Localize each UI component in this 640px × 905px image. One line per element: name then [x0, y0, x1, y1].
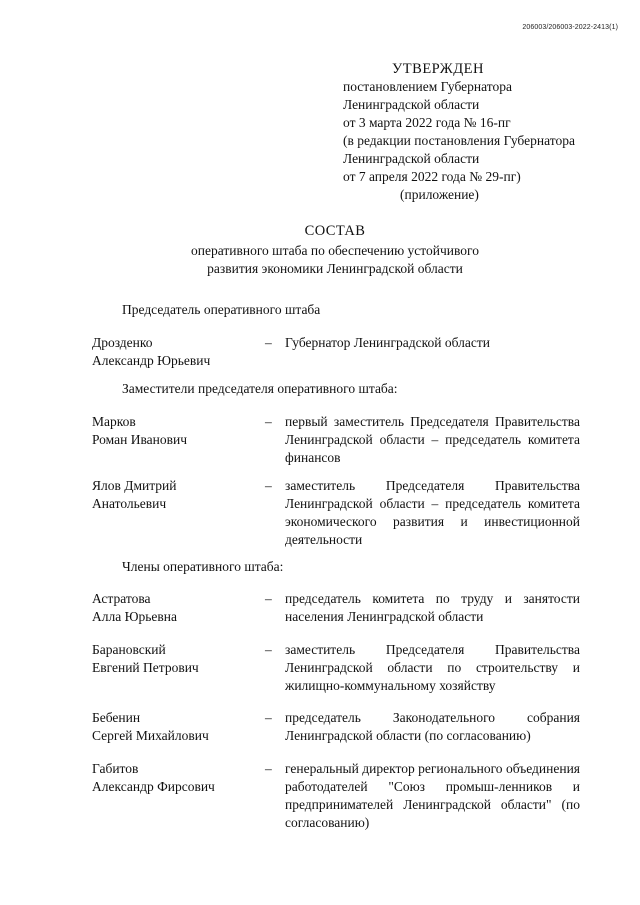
- section-chairman: Председатель оперативного штаба: [122, 302, 321, 317]
- section-deputies: Заместители председателя оперативного штаба:: [122, 381, 398, 396]
- dash-separator: –: [265, 414, 272, 429]
- approval-appendix: (приложение): [400, 187, 479, 202]
- dash-separator: –: [265, 335, 272, 350]
- dash-separator: –: [265, 478, 272, 493]
- document-id: 206003/206003-2022-2413(1): [522, 24, 618, 31]
- approval-line: от 3 марта 2022 года № 16-пг: [343, 115, 511, 130]
- approval-line: постановлением Губернатора: [343, 79, 512, 94]
- member-position: Губернатор Ленинградской области: [285, 335, 490, 350]
- member-position: генеральный директор регионального объединения работодателей "Союз промыш-ленников и предпринимателей Ленинградской области" (по согласованию): [285, 761, 580, 830]
- approval-title: УТВЕРЖДЕН: [392, 61, 484, 77]
- heading-line: оперативного штаба по обеспечению устойчивого: [191, 243, 479, 258]
- approval-line: Ленинградской области: [343, 151, 480, 166]
- dash-separator: –: [265, 642, 272, 657]
- member-name: Габитов Александр Фирсович: [92, 761, 215, 794]
- heading-line: развития экономики Ленинградской области: [207, 261, 463, 276]
- member-name: Ялов Дмитрий Анатольевич: [92, 478, 177, 511]
- approval-stamp: [343, 60, 613, 204]
- member-name: Дрозденко Александр Юрьевич: [92, 335, 211, 368]
- approval-line: Ленинградской области: [343, 97, 480, 112]
- member-name: Астратова Алла Юрьевна: [92, 591, 177, 624]
- dash-separator: –: [265, 591, 272, 606]
- section-members: Члены оперативного штаба:: [122, 559, 284, 574]
- member-name: Марков Роман Иванович: [92, 414, 188, 447]
- dash-separator: –: [265, 761, 272, 776]
- member-position: первый заместитель Председателя Правительства Ленинградской области – председатель комитета финансов: [285, 414, 580, 465]
- document-heading: [150, 222, 520, 278]
- approval-line: от 7 апреля 2022 года № 29-пг): [343, 169, 521, 184]
- approval-line: (в редакции постановления Губернатора: [343, 133, 575, 148]
- heading-title: СОСТАВ: [304, 223, 366, 239]
- member-position: заместитель Председателя Правительства Ленинградской области по строительству и жилищно-коммунальному хозяйству: [285, 642, 580, 693]
- member-position: заместитель Председателя Правительства Ленинградской области – председатель комитета экономического развития и инвестиционной деятельности: [285, 478, 580, 547]
- member-name: Барановский Евгений Петрович: [92, 642, 199, 675]
- member-position: председатель комитета по труду и занятости населения Ленинградской области: [285, 591, 580, 624]
- member-name: Бебенин Сергей Михайлович: [92, 710, 209, 743]
- dash-separator: –: [265, 710, 272, 725]
- member-position: председатель Законодательного собрания Ленинградской области (по согласованию): [285, 710, 580, 743]
